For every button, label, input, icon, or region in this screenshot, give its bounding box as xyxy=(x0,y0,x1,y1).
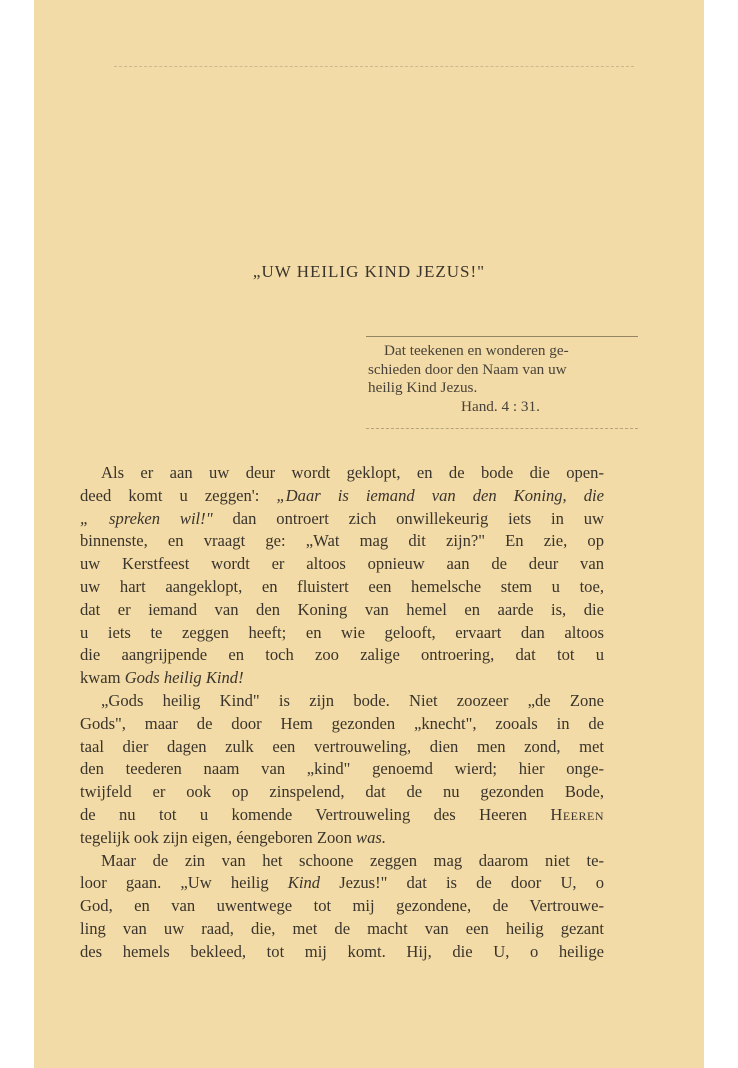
text-line: uw hart aangeklopt, en fluistert een hemelsche stem u toe, xyxy=(80,576,604,596)
epigraph-line: heilig Kind Jezus. xyxy=(368,379,478,396)
epigraph-top-rule xyxy=(366,336,638,337)
text-line: kwam Gods heilig Kind! xyxy=(80,668,244,688)
epigraph-line: schieden door den Naam van uw xyxy=(368,360,567,378)
text-line: loor gaan. „Uw heilig Kind Jezus!" dat is de door U, o xyxy=(80,873,604,893)
text-line: Maar de zin van het schoone zeggen mag daarom niet te- xyxy=(101,850,604,870)
text-line: twijfeld er ook op zinspelend, dat de nu gezonden Bode, xyxy=(80,782,604,802)
text-line: binnenste, en vraagt ge: „Wat mag dit zijn?" En zie, op xyxy=(80,531,604,551)
text-line: den teederen naam van „kind" genoemd wierd; hier onge- xyxy=(80,759,604,779)
text-line: de nu tot u komende Vertrouweling des Heeren Heeren xyxy=(80,804,604,824)
epigraph-reference: Hand. 4 : 31. xyxy=(461,397,540,415)
text-line: Als er aan uw deur wordt geklopt, en de bode die open- xyxy=(101,463,604,482)
text-line: u iets te zeggen heeft; en wie gelooft, ervaart dan altoos xyxy=(80,622,604,642)
italic-quote: „Daar is iemand van den Koning, die xyxy=(276,485,604,505)
small-caps-word: Heeren xyxy=(550,804,604,824)
italic-word: Kind xyxy=(287,873,321,893)
italic-word: was. xyxy=(356,827,386,847)
text-line: die aangrijpende en toch zoo zalige ontroering, dat tot u xyxy=(80,645,604,665)
text-line: taal dier dagen zulk een vertrouweling, dien men zond, met xyxy=(80,736,604,756)
text-line: dat er iemand van den Koning van hemel en aarde is, die xyxy=(80,599,604,619)
text-line: God, en van uwentwege tot mij gezondene, de Vertrouwe- xyxy=(80,896,604,916)
text-line: tegelijk ook zijn eigen, éengeboren Zoon was. xyxy=(80,827,386,847)
bleed-through-line xyxy=(114,66,634,67)
text-line: „ spreken wil!" dan ontroert zich onwillekeurig iets in uw xyxy=(80,508,605,528)
epigraph-bottom-rule xyxy=(366,428,638,429)
epigraph xyxy=(368,342,638,416)
text-line: uw Kerstfeest wordt er altoos opnieuw aan de deur van xyxy=(80,554,604,574)
text-line: ling van uw raad, die, met de macht van een heilig gezant xyxy=(80,918,604,938)
text-line: „Gods heilig Kind" is zijn bode. Niet zoozeer „de Zone xyxy=(101,690,604,710)
epigraph-line: Dat teekenen en wonderen ge- xyxy=(384,342,569,359)
italic-phrase: Gods heilig Kind! xyxy=(124,668,244,688)
text-line: deed komt u zeggen': „Daar is iemand van den Koning, die xyxy=(80,485,604,505)
text-line: des hemels bekleed, tot mij komt. Hij, die U, o heilige xyxy=(80,941,604,961)
chapter-heading: „UW HEILIG KIND JEZUS!" xyxy=(252,262,486,281)
body-text xyxy=(80,462,604,964)
text-line: Gods", maar de door Hem gezonden „knecht", zooals in de xyxy=(80,713,604,733)
italic-quote: „ spreken wil!" xyxy=(80,508,213,528)
